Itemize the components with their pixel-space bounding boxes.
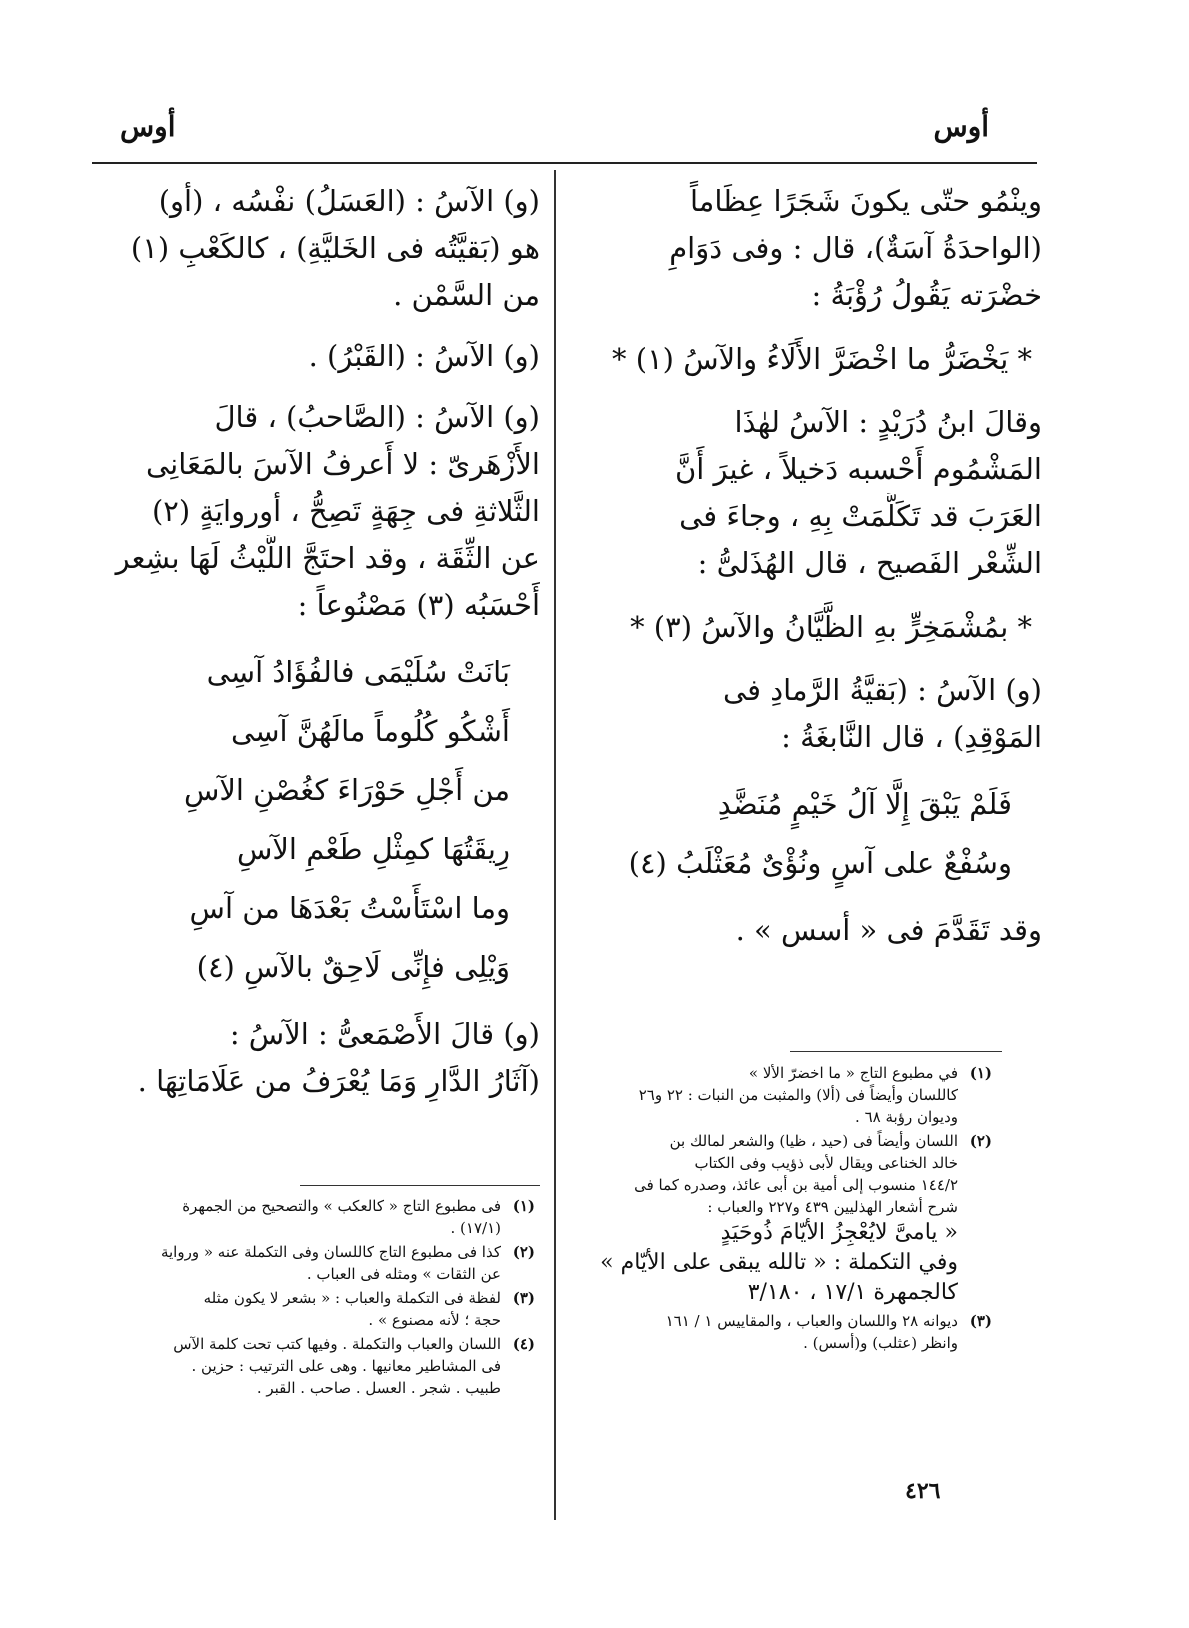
text-line: عن الثِّقَة ، وقد احتَجَّ اللَّيْثُ لَهَا بشِعر — [115, 541, 540, 575]
footnote-line: اللسان وأيضاً فى (حيد ، ظيا) والشعر لمالك بن — [669, 1132, 958, 1150]
text-line: خضْرَته يَقُولُ رُؤْبَةُ : — [811, 278, 1042, 312]
footnote-line: فى المشاطير معانيها . وهى على الترتيب : حزين . — [191, 1357, 501, 1375]
footnote-number: (٢) — [969, 1132, 992, 1150]
text-line: وقالَ ابنُ دُرَيْدٍ : الآسُ لهٰذَا — [734, 405, 1042, 439]
verse-line: * يَخْضَرُّ ما اخْضَرَّ الأَلَاءُ والآسُ (١) * — [612, 342, 1032, 376]
footnote-line: طبيب . شجر . العسل . صاحب . القبر . — [256, 1379, 501, 1397]
footnote-line: ديوانه ٢٨ واللسان والعباب ، والمقاييس ١ / ١٦١ — [665, 1312, 958, 1330]
verse-line: وما اسْتَأَسْتُ بَعْدَهَا من آسِ — [189, 891, 510, 925]
verse-line: فَلَمْ يَبْقَ إِلَّا آلُ خَيْمٍ مُنَضَّدِ — [717, 787, 1012, 821]
right-column — [572, 178, 1042, 954]
footnote-line: حجة ؛ لأنه مصنوع » . — [368, 1311, 501, 1329]
footnote-number: (١) — [512, 1197, 535, 1215]
footnote-number: (٣) — [969, 1312, 992, 1330]
footnote-line: في مطبوع التاج « ما اخضرّ الألا » — [748, 1064, 958, 1082]
footnote-item — [578, 1062, 992, 1128]
footnote-verse: وفي التكملة : « تالله يبقى على الأيّام » — [600, 1250, 958, 1275]
footnote-line: وديوان رؤبة ٦٨ . — [855, 1108, 958, 1126]
text-line: المَوْقِدِ) ، قال النَّابغَةُ : — [781, 720, 1042, 754]
left-column — [85, 178, 540, 1105]
text-line: (الواحدَةُ آسَةٌ)، قال : وفى دَوَامِ — [669, 231, 1042, 265]
footnote-rule-left — [300, 1185, 540, 1186]
verse-line: رِيقَتُهَا كمِثْلِ طَعْمِ الآسِ — [236, 832, 510, 866]
verse-line: بَانَتْ سُلَيْمَى فالفُؤَادُ آسِى — [206, 655, 510, 689]
footnote-line: شرح أشعار الهذليين ٤٣٩ و٢٢٧ والعباب : — [707, 1198, 958, 1216]
footnote-item — [85, 1195, 535, 1239]
text-line: من السَّمْن . — [393, 278, 540, 312]
footnote-item — [578, 1310, 992, 1354]
footnote-line: كذا فى مطبوع التاج كاللسان وفى التكملة عنه « ورواية — [160, 1243, 501, 1261]
text-line: (آثَارُ الدَّارِ وَمَا يُعْرَفُ من عَلَامَاتِهَا . — [137, 1064, 540, 1098]
text-line: الشِّعْر الفَصيح ، قال الهُذَلىُّ : — [697, 546, 1042, 580]
text-line: (و) الآسُ : (بَقيَّةُ الرَّمادِ فى — [722, 673, 1042, 707]
footnote-line: (١٧/١) . — [450, 1219, 501, 1237]
footnote-number: (٢) — [512, 1243, 535, 1261]
text-line: وينْمُو حتّى يكونَ شَجَرًا عِظَاماً — [689, 184, 1042, 218]
column-divider — [554, 170, 556, 1520]
text-line: الأَزْهَرىّ : لا أَعرفُ الآسَ بالمَعَانِى — [146, 447, 540, 481]
footnote-rule-right — [790, 1051, 1002, 1052]
footnote-item — [578, 1130, 992, 1308]
verse-line: من أَجْلِ حَوْرَاءَ كغُصْنِ الآسِ — [183, 773, 510, 807]
footnote-number: (٣) — [512, 1289, 535, 1307]
footnote-line: فى مطبوع التاج « كالعكب » والتصحيح من الجمهرة — [182, 1197, 501, 1215]
text-line: (و) قالَ الأَصْمَعىُّ : الآسُ : — [229, 1017, 540, 1051]
footnote-item — [85, 1287, 535, 1331]
text-line: أَحْسَبُه (٣) مَصْنُوعاً : — [297, 588, 540, 622]
footnote-item — [85, 1333, 535, 1399]
text-line: هو (بَقيَّتُه فى الخَليَّةِ) ، كالكَعْبِ (١) — [130, 231, 540, 265]
footnote-line: اللسان والعباب والتكملة . وفيها كتب تحت كلمة الآس — [173, 1335, 501, 1353]
footnote-item — [85, 1241, 535, 1285]
footnotes-left — [85, 1195, 535, 1401]
verse-line: وسُفْعٌ على آسٍ ونُؤْىٌ مُعَثْلَبُ (٤) — [628, 846, 1012, 880]
verse-line: وَيْلِى فإِنِّى لَاحِقٌ بالآسِ (٤) — [196, 950, 510, 984]
footnote-line: عن الثقات » ومثله فى العباب . — [306, 1265, 501, 1283]
text-line: وقد تَقَدَّمَ فى « أسس » . — [735, 913, 1042, 947]
text-line: المَشْمُوم أَحْسبه دَخيلاً ، غيرَ أَنَّ — [674, 452, 1042, 486]
text-line: الثَّلاثةِ فى جِهَةٍ تَصِحُّ ، أوروايَةٍ (٢) — [151, 494, 540, 528]
text-line: (و) الآسُ : (العَسَلُ) نفْسُه ، (أو) — [158, 184, 540, 218]
footnote-number: (١) — [969, 1064, 992, 1082]
running-head-left: أوس — [120, 110, 176, 143]
text-line: العَرَبَ قد تَكَلَّمَتْ بِهِ ، وجاءَ فى — [679, 499, 1042, 533]
footnote-verse: « يامىَّ لايُعْجِزُ الأيّامَ ذُوحَيَدٍ — [720, 1220, 958, 1245]
footnote-line: وانظر (عثلب) و(أسس) . — [803, 1334, 958, 1352]
footnote-line: كاللسان وأيضاً فى (ألا) والمثبت من النبات : ٢٢ و٢٦ — [638, 1086, 958, 1104]
header-rule — [92, 162, 1037, 164]
footnote-line: خالد الخناعى ويقال لأبى ذؤيب وفى الكتاب — [694, 1154, 958, 1172]
footnote-number: (٤) — [512, 1335, 535, 1353]
text-line: (و) الآسُ : (الصَّاحبُ) ، قالَ — [214, 400, 540, 434]
page-number: ٤٢٦ — [905, 1478, 941, 1504]
footnote-line: لفظة فى التكملة والعباب : « بشعر لا يكون مثله — [203, 1289, 501, 1307]
verse-line: أَشْكُو كُلُوماً مالَهُنَّ آسِى — [231, 714, 510, 748]
running-head-right: أوس — [933, 110, 989, 143]
footnotes-right — [578, 1062, 992, 1356]
verse-line: * بمُشْمَخِرٍّ بهِ الظَّيَّانُ والآسُ (٣) * — [630, 610, 1032, 644]
footnote-line: ١٤٤/٢ منسوب إلى أمية بن أبى عائذ، وصدره كما فى — [634, 1176, 958, 1194]
text-line: (و) الآسُ : (القَبْرُ) . — [308, 339, 540, 373]
footnote-line: كالجمهرة ١٧/١ ، ٣/١٨٠ — [747, 1280, 958, 1305]
